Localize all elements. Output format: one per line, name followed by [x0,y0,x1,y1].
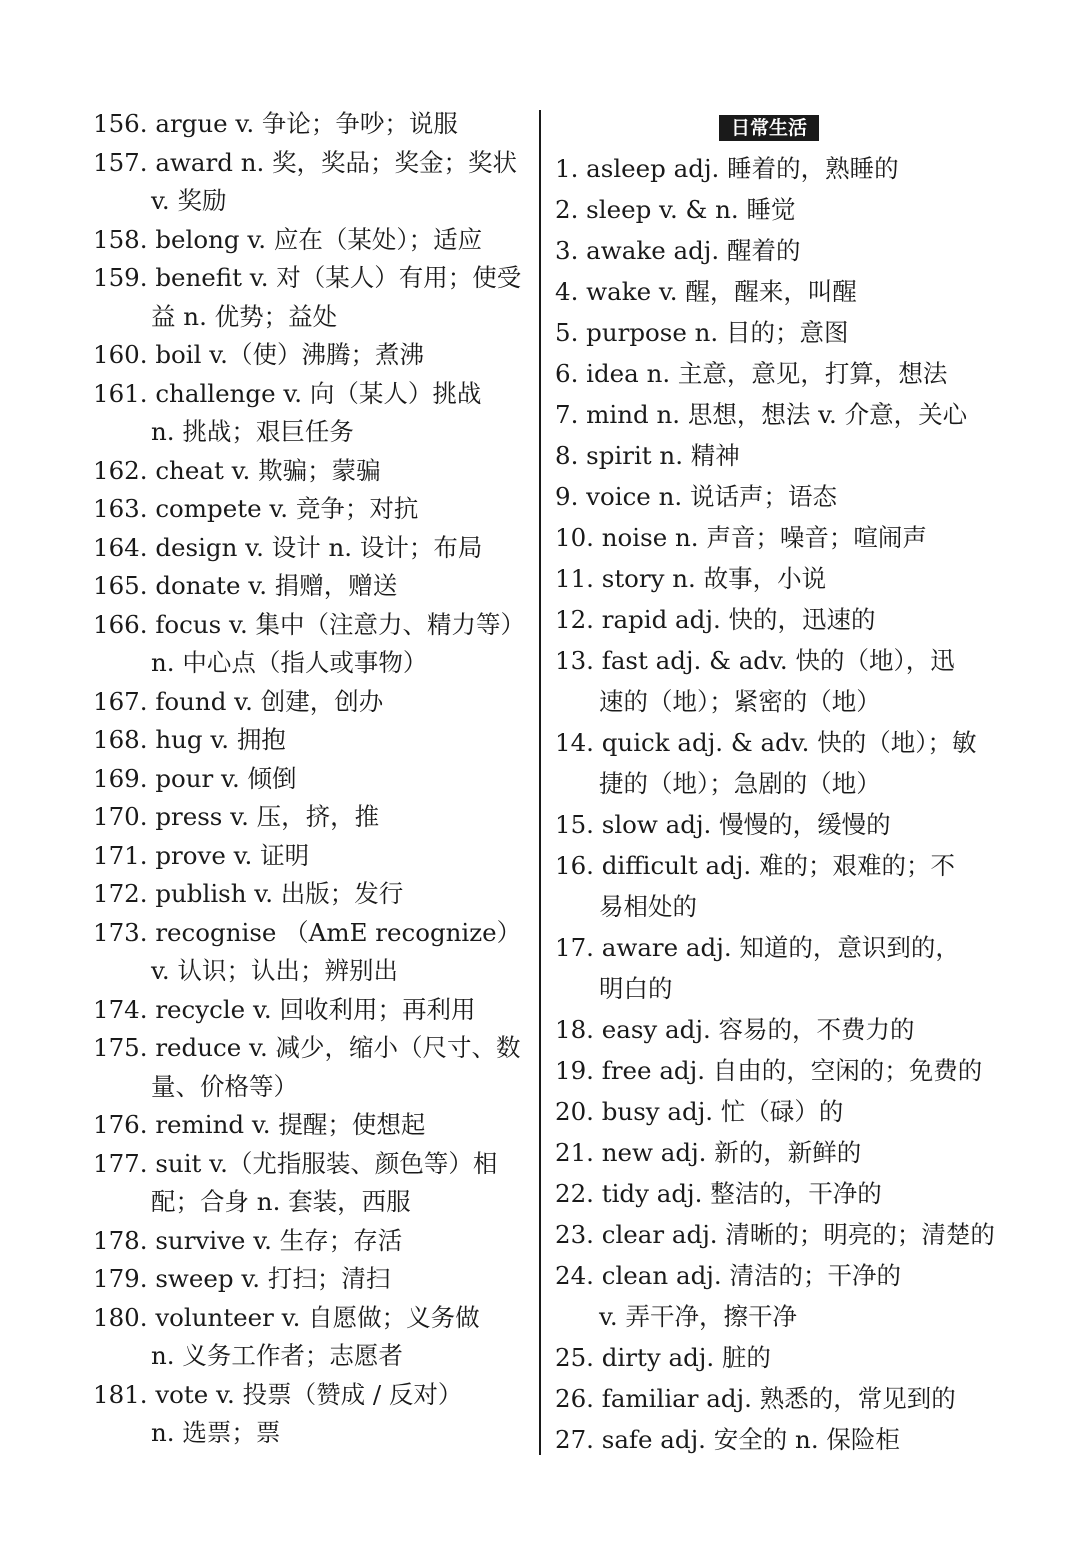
vocab-entry: 156. argue v. 争论；争吵；说服 [93,109,458,138]
vocab-entry: 5. purpose n. 目的；意图 [555,318,849,347]
vocab-entry-continuation: n. 选票；票 [151,1418,281,1447]
vocab-entry-continuation: 益 n. 优势；益处 [151,301,338,331]
vocab-entry: 179. sweep v. 打扫；清扫 [93,1264,391,1293]
vocab-entry: 163. compete v. 竞争；对抗 [93,494,419,523]
vocab-entry: 173. recognise （AmE recognize） [93,917,522,947]
vocab-entry: 170. press v. 压，挤，推 [93,802,380,831]
vocab-entry-continuation: 明白的 [599,974,673,1003]
vocab-entry: 14. quick adj. & adv. 快的（地）；敏 [555,728,977,757]
vocab-entry: 180. volunteer v. 自愿做；义务做 [93,1302,480,1332]
vocab-entry: 9. voice n. 说话声；语态 [555,482,837,511]
vocab-entry: 162. cheat v. 欺骗；蒙骗 [93,455,381,485]
vocab-entry: 178. survive v. 生存；存活 [93,1225,403,1255]
vocab-entry: 18. easy adj. 容易的，不费力的 [555,1015,915,1044]
vocab-entry: 25. dirty adj. 脏的 [555,1343,771,1372]
vocab-entry: 23. clear adj. 清晰的；明亮的；清楚的 [555,1220,995,1249]
vocab-entry-continuation: 捷的（地）；急剧的（地） [599,769,881,798]
vocab-entry: 174. recycle v. 回收利用；再利用 [93,994,476,1024]
vocab-entry-continuation: 配；合身 n. 套装，西服 [151,1187,411,1216]
vocab-entry: 17. aware adj. 知道的，意识到的， [555,933,960,962]
right-vocab-column [555,148,995,1460]
vocab-entry: 7. mind n. 思想，想法 v. 介意，关心 [555,400,968,429]
vocab-entry: 169. pour v. 倾倒 [93,763,297,793]
vocab-entry: 26. familiar adj. 熟悉的，常见到的 [555,1384,956,1413]
vocab-entry: 159. benefit v. 对（某人）有用；使受 [93,263,522,292]
vocab-entry: 19. free adj. 自由的，空闲的；免费的 [555,1056,983,1085]
vocab-entry: 13. fast adj. & adv. 快的（地），迅 [555,646,955,675]
vocab-entry-continuation: v. 弄干净，擦干净 [599,1302,798,1331]
vocab-entry: 21. new adj. 新的，新鲜的 [555,1138,862,1167]
vocab-entry: 20. busy adj. 忙（碌）的 [555,1097,844,1126]
vocab-entry: 15. slow adj. 慢慢的，缓慢的 [555,810,891,839]
vocab-entry: 158. belong v. 应在（某处）；适应 [93,224,483,254]
vocab-entry-continuation: n. 义务工作者；志愿者 [151,1341,403,1370]
vocab-entry-continuation: 易相处的 [599,892,697,921]
vocab-entry: 11. story n. 故事，小说 [555,564,827,593]
vocab-entry: 161. challenge v. 向（某人）挑战 [93,378,482,408]
vocab-entry-continuation: 速的（地）；紧密的（地） [599,687,881,716]
vocab-entry: 167. found v. 创建，创办 [93,686,384,716]
column-divider [539,110,541,1455]
left-vocab-column [93,105,531,1453]
vocab-entry: 165. donate v. 捐赠，赠送 [93,571,398,600]
vocab-entry: 160. boil v.（使）沸腾；煮沸 [93,340,424,369]
vocab-entry: 12. rapid adj. 快的，迅速的 [555,605,876,634]
vocab-entry: 10. noise n. 声音；噪音；喧闹声 [555,523,927,552]
vocab-entry: 6. idea n. 主意，意见，打算，想法 [555,359,948,388]
vocab-entry: 164. design v. 设计 n. 设计；布局 [93,532,483,562]
vocab-entry: 2. sleep v. & n. 睡觉 [555,195,796,224]
vocab-entry-continuation: v. 奖励 [151,186,227,215]
vocab-entry-continuation: 量、价格等） [151,1071,298,1101]
vocab-entry: 175. reduce v. 减少，缩小（尺寸、数 [93,1033,521,1062]
vocab-entry: 176. remind v. 提醒；使想起 [93,1110,426,1139]
vocab-entry: 171. prove v. 证明 [93,840,310,870]
vocab-entry: 166. focus v. 集中（注意力、精力等） [93,609,526,639]
vocab-entry: 157. award n. 奖，奖品；奖金；奖状 [93,147,518,177]
vocab-entry-continuation: n. 挑战；艰巨任务 [151,417,354,446]
vocab-entry: 22. tidy adj. 整洁的，干净的 [555,1179,882,1208]
vocab-entry-continuation: n. 中心点（指人或事物） [151,648,428,677]
vocab-entry: 8. spirit n. 精神 [555,441,740,470]
vocab-entry: 27. safe adj. 安全的 n. 保险柜 [555,1425,900,1454]
vocab-entry: 3. awake adj. 醒着的 [555,236,801,265]
vocab-entry: 177. suit v.（尤指服装、颜色等）相 [93,1148,498,1178]
vocab-entry-continuation: v. 认识；认出；辨别出 [151,956,399,985]
section-header-daily-life: 日常生活 [719,115,819,141]
vocab-entry: 172. publish v. 出版；发行 [93,879,404,908]
vocab-entry: 16. difficult adj. 难的；艰难的；不 [555,851,955,880]
vocab-entry: 4. wake v. 醒，醒来，叫醒 [555,277,857,306]
vocab-entry: 168. hug v. 拥抱 [93,725,286,754]
vocab-entry: 24. clean adj. 清洁的；干净的 [555,1261,901,1290]
vocab-entry: 181. vote v. 投票（赞成 / 反对） [93,1379,463,1409]
vocab-entry: 1. asleep adj. 睡着的，熟睡的 [555,154,899,183]
